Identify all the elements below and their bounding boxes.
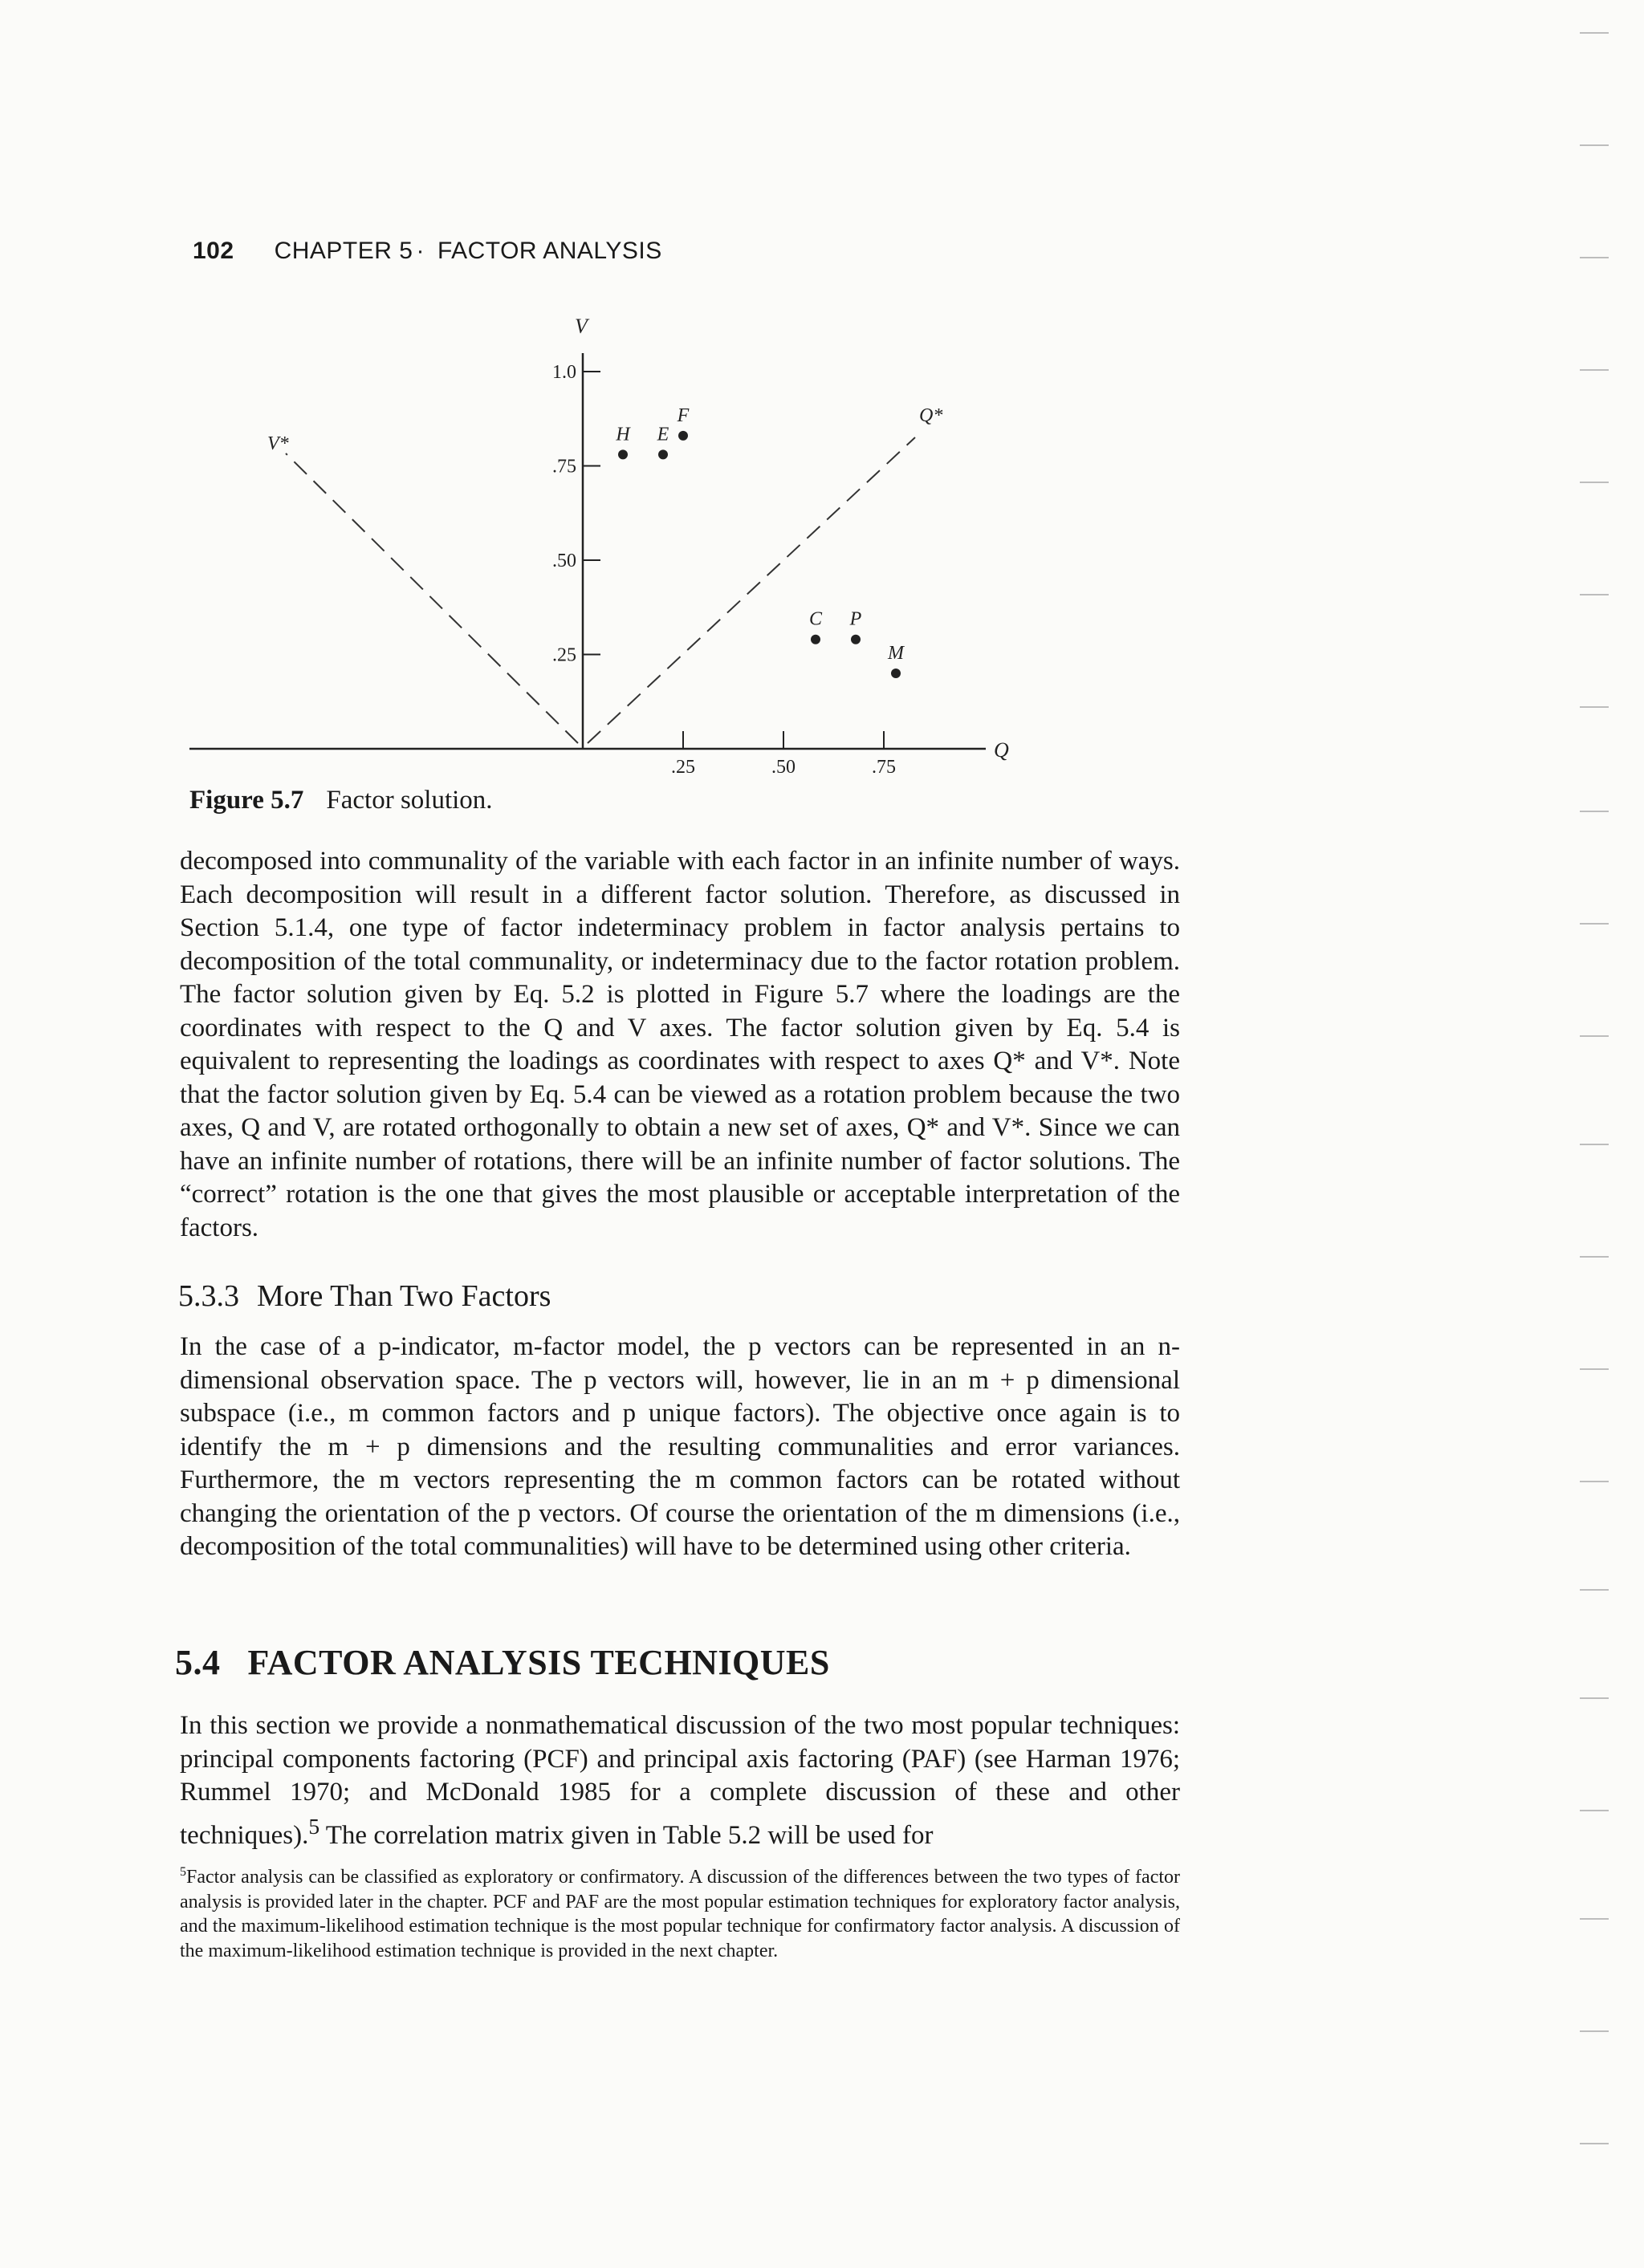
margin-dash	[1580, 482, 1609, 483]
margin-dash	[1580, 369, 1609, 371]
x-tick-label: .25	[671, 757, 695, 778]
point-label: E	[657, 424, 669, 445]
margin-dash	[1580, 1589, 1609, 1591]
footnote-marker: 5	[180, 1865, 186, 1879]
x-axis-label: Q	[994, 738, 1009, 762]
footnote-reference: 5	[308, 1813, 320, 1839]
plot-axes	[189, 353, 986, 749]
data-point	[658, 449, 668, 459]
x-tick-label: .75	[872, 757, 896, 778]
margin-dash	[1580, 1368, 1609, 1370]
y-tick-label: 1.0	[552, 362, 576, 383]
paragraph-more-factors: In the case of a p-indicator, m-factor model, the p vectors can be represented in an n-dimensional observation space. The p vectors will, however, lie in an m + p dimensional subspace (i.e., m common factors and p unique factors). The objective once again is to identify the m + p dimensions and the resulting communalities and error variances. Furthermore, the m vectors representing the m common factors can be rotated without changing the orientation of the p vectors. Of course the orientation of the m dimensions (i.e., decomposition of the total communalities) will have to be determined using other criteria.	[180, 1332, 1180, 1561]
margin-dash	[1580, 1810, 1609, 1811]
point-label: M	[888, 643, 904, 664]
factor-solution-plot	[0, 0, 1644, 803]
y-tick-label: .50	[552, 551, 576, 571]
margin-dash	[1580, 1697, 1609, 1699]
data-point	[618, 449, 628, 459]
figure-label: Figure 5.7	[189, 786, 304, 815]
head-separator: ·	[416, 238, 425, 264]
paragraph-rotation: decomposed into communality of the variable with each factor in an infinite number of ways. Each decomposition will result in a different factor solution. Therefore, as discussed in Section 5.1.4, one type of factor indeterminacy problem in factor analysis pertains to decomposition of the total communality, or indeterminacy due to the factor rotation problem. The factor solution given by Eq. 5.2 is plotted in Figure 5.7 where the loadings are the coordinates with respect to the Q and V axes. The factor solution given by Eq. 5.4 is equivalent to representing the loadings as coordinates with respect to axes Q* and V*. Note that the factor solution given by Eq. 5.4 can be viewed as a rotation problem because the two axes, Q and V, are rotated orthogonally to obtain a new set of axes, Q* and V*. Since we can have an infinite number of rotations, there will be an infinite number of factor solutions. The “correct” rotation is the one that gives the most plausible or acceptable interpretation of the factors.	[180, 847, 1180, 1242]
y-axis-label: V	[575, 315, 588, 338]
footnote-text: Factor analysis can be classified as exploratory or confirmatory. A discussion of the differences between the two types of factor analysis is provided later in the chapter. PCF and PAF are the most popular estimation techniques for exploratory factor analysis, and the maximum-likelihood estimation technique is the most popular technique for confirmatory factor analysis. A discussion of the maximum-likelihood estimation technique is provided in the next chapter.	[180, 1867, 1180, 1961]
margin-dash	[1580, 706, 1609, 708]
section-title: More Than Two Factors	[257, 1279, 551, 1313]
margin-dash	[1580, 1918, 1609, 1920]
chapter-label: CHAPTER 5	[274, 238, 413, 264]
margin-dash	[1580, 1481, 1609, 1482]
margin-dash	[1580, 811, 1609, 812]
y-tick-label: .25	[552, 644, 576, 666]
v-star-axis-line	[286, 453, 578, 743]
paragraph-text: In this section we provide a nonmathematical discussion of the two most popular techniques: principal components factoring (PCF) and principal axis factoring (PAF) (see Harman 1976; Rummel 1970; and McDonald 1985 for a complete discussion of these and other techniques).	[180, 1711, 1180, 1850]
point-label: F	[677, 404, 690, 426]
margin-dash	[1580, 257, 1609, 258]
margin-dash	[1580, 1035, 1609, 1037]
point-label: H	[616, 424, 630, 445]
footnote	[180, 1860, 1180, 1963]
margin-dash	[1580, 32, 1609, 34]
x-tick-label: .50	[771, 757, 796, 778]
data-point	[678, 431, 688, 441]
point-label: P	[849, 608, 862, 630]
chapter-title: FACTOR ANALYSIS	[437, 238, 662, 264]
paragraph-text-end: The correlation matrix given in Table 5.2 will be used for	[319, 1820, 934, 1850]
y-tick-label: .75	[552, 456, 576, 478]
margin-dash	[1580, 1144, 1609, 1145]
margin-dash	[1580, 923, 1609, 925]
figure-caption-text: Factor solution.	[326, 786, 493, 815]
page-number: 102	[193, 238, 234, 264]
data-point	[851, 635, 861, 644]
figure-caption	[189, 786, 493, 815]
data-point	[811, 635, 820, 644]
rotated-axis-label-v-star: V*	[267, 433, 289, 454]
margin-dash	[1580, 1256, 1609, 1258]
section-heading-5-3-3	[178, 1278, 551, 1314]
point-label: C	[808, 608, 823, 630]
margin-dash	[1580, 2030, 1609, 2032]
q-star-axis-line	[588, 437, 915, 743]
section-heading-5-4	[175, 1642, 830, 1683]
section-title: FACTOR ANALYSIS TECHNIQUES	[247, 1643, 830, 1682]
paragraph-techniques	[180, 1709, 1180, 1852]
section-number: 5.3.3	[178, 1279, 239, 1313]
margin-dash	[1580, 594, 1609, 595]
margin-dash	[1580, 144, 1609, 146]
data-point	[891, 669, 901, 678]
rotated-axis-label-q-star: Q*	[919, 405, 943, 426]
margin-dash	[1580, 2143, 1609, 2144]
section-number: 5.4	[175, 1643, 221, 1682]
